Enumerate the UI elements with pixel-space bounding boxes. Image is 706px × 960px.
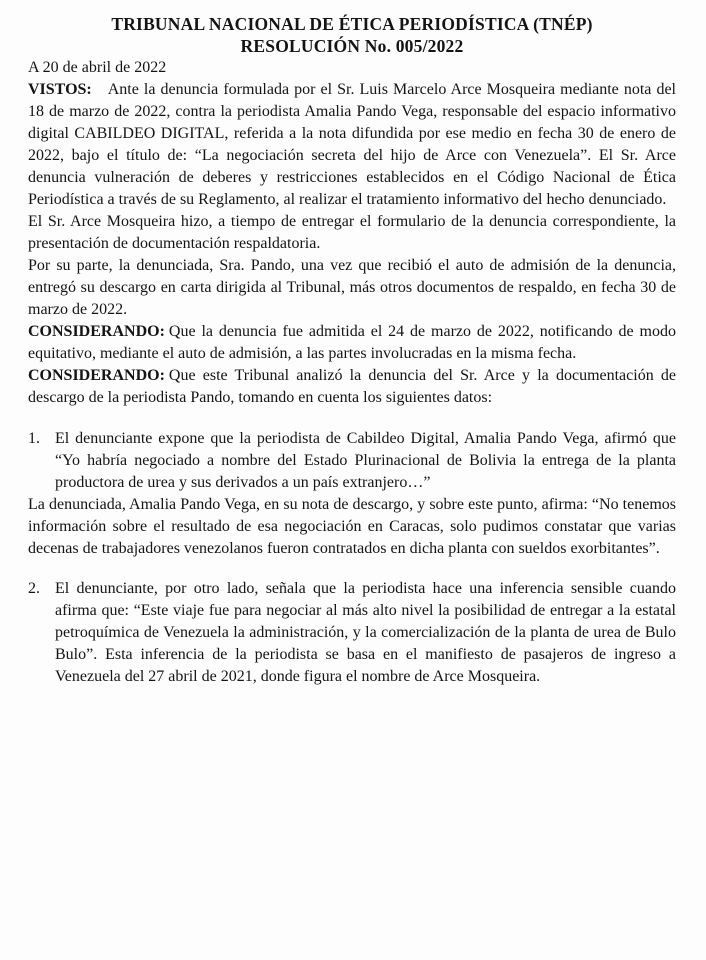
list-item-1 (28, 428, 676, 494)
vistos-text: Ante la denuncia formulada por el Sr. Luis Marcelo Arce Mosqueira mediante nota del 18 de marzo de 2022, contra la periodista Amalia Pando Vega, responsable del espacio informativo digital CABILDEO DIGITAL, referida a la nota difundida por ese medio en fecha 30 de enero de 2022, bajo el título de: “La negociación secreta del hijo de Arce con Venezuela”. El Sr. Arce denuncia vulneración de deberes y restricciones establecidos en el Código Nacional de Ética Periodística a través de su Reglamento, al realizar el tratamiento informativo del hecho denunciado. (28, 81, 676, 208)
list-item-1-continuation: La denunciada, Amalia Pando Vega, en su nota de descargo, y sobre este punto, afirma: “No tenemos información sobre el resultado de esa negociación en Caracas, solo pudimos constatar que varias decenas de trabajadores venezolanos fueron contratados en dicha planta con sueldos exorbitantes”. (28, 496, 676, 557)
list-item-1-number: 1. (28, 430, 40, 447)
considerando-1-label: CONSIDERANDO: (28, 323, 165, 340)
paragraph-arce-docs: El Sr. Arce Mosqueira hizo, a tiempo de entregar el formulario de la denuncia correspondiente, la presentación de documentación respaldatoria. (28, 213, 676, 252)
paragraph-considerando-1 (28, 321, 676, 365)
paragraph-pando-reply: Por su parte, la denunciada, Sra. Pando, una vez que recibió el auto de admisión de la denuncia, entregó su descargo en carta dirigida al Tribunal, más otros documentos de respaldo, en fecha 30 de marzo de 2022. (28, 257, 676, 318)
considerando-1-text: Que la denuncia fue admitida el 24 de marzo de 2022, notificando de modo equitativo, mediante el auto de admisión, a las partes involucradas en la misma fecha. (28, 323, 676, 362)
list-item-2 (28, 578, 676, 688)
date-line: A 20 de abril de 2022 (28, 59, 167, 76)
paragraph-vistos (28, 79, 676, 211)
document-title-line2: RESOLUCIÓN No. 005/2022 (240, 36, 464, 56)
list-item-2-text: El denunciante, por otro lado, señala que la periodista hace una inferencia sensible cuando afirma que: “Este viaje fue para negociar al más alto nivel la posibilidad de entregar a la estatal petroquímica de Venezuela la administración, y la comercialización de la planta de urea de Bulo Bulo”. Esta inferencia de la periodista se basa en el manifiesto de pasajeros de ingreso a Venezuela del 27 abril de 2021, donde figura el nombre de Arce Mosqueira. (55, 580, 676, 685)
paragraph-considerando-2 (28, 365, 676, 409)
considerando-2-label: CONSIDERANDO: (28, 367, 165, 384)
vistos-label: VISTOS: (28, 81, 92, 98)
list-item-2-number: 2. (28, 580, 40, 597)
list-item-1-text: El denunciante expone que la periodista de Cabildeo Digital, Amalia Pando Vega, afirmó que “Yo habría negociado a nombre del Estado Plurinacional de Bolivia la entrega de la planta productora de urea y sus derivados a un país extranjero…” (55, 430, 676, 491)
considerando-2-text: Que este Tribunal analizó la denuncia del Sr. Arce y la documentación de descargo de la periodista Pando, tomando en cuenta los siguientes datos: (28, 367, 676, 406)
document-header (28, 13, 676, 57)
document-title-line1: TRIBUNAL NACIONAL DE ÉTICA PERIODÍSTICA (TNÉP) (111, 14, 593, 34)
